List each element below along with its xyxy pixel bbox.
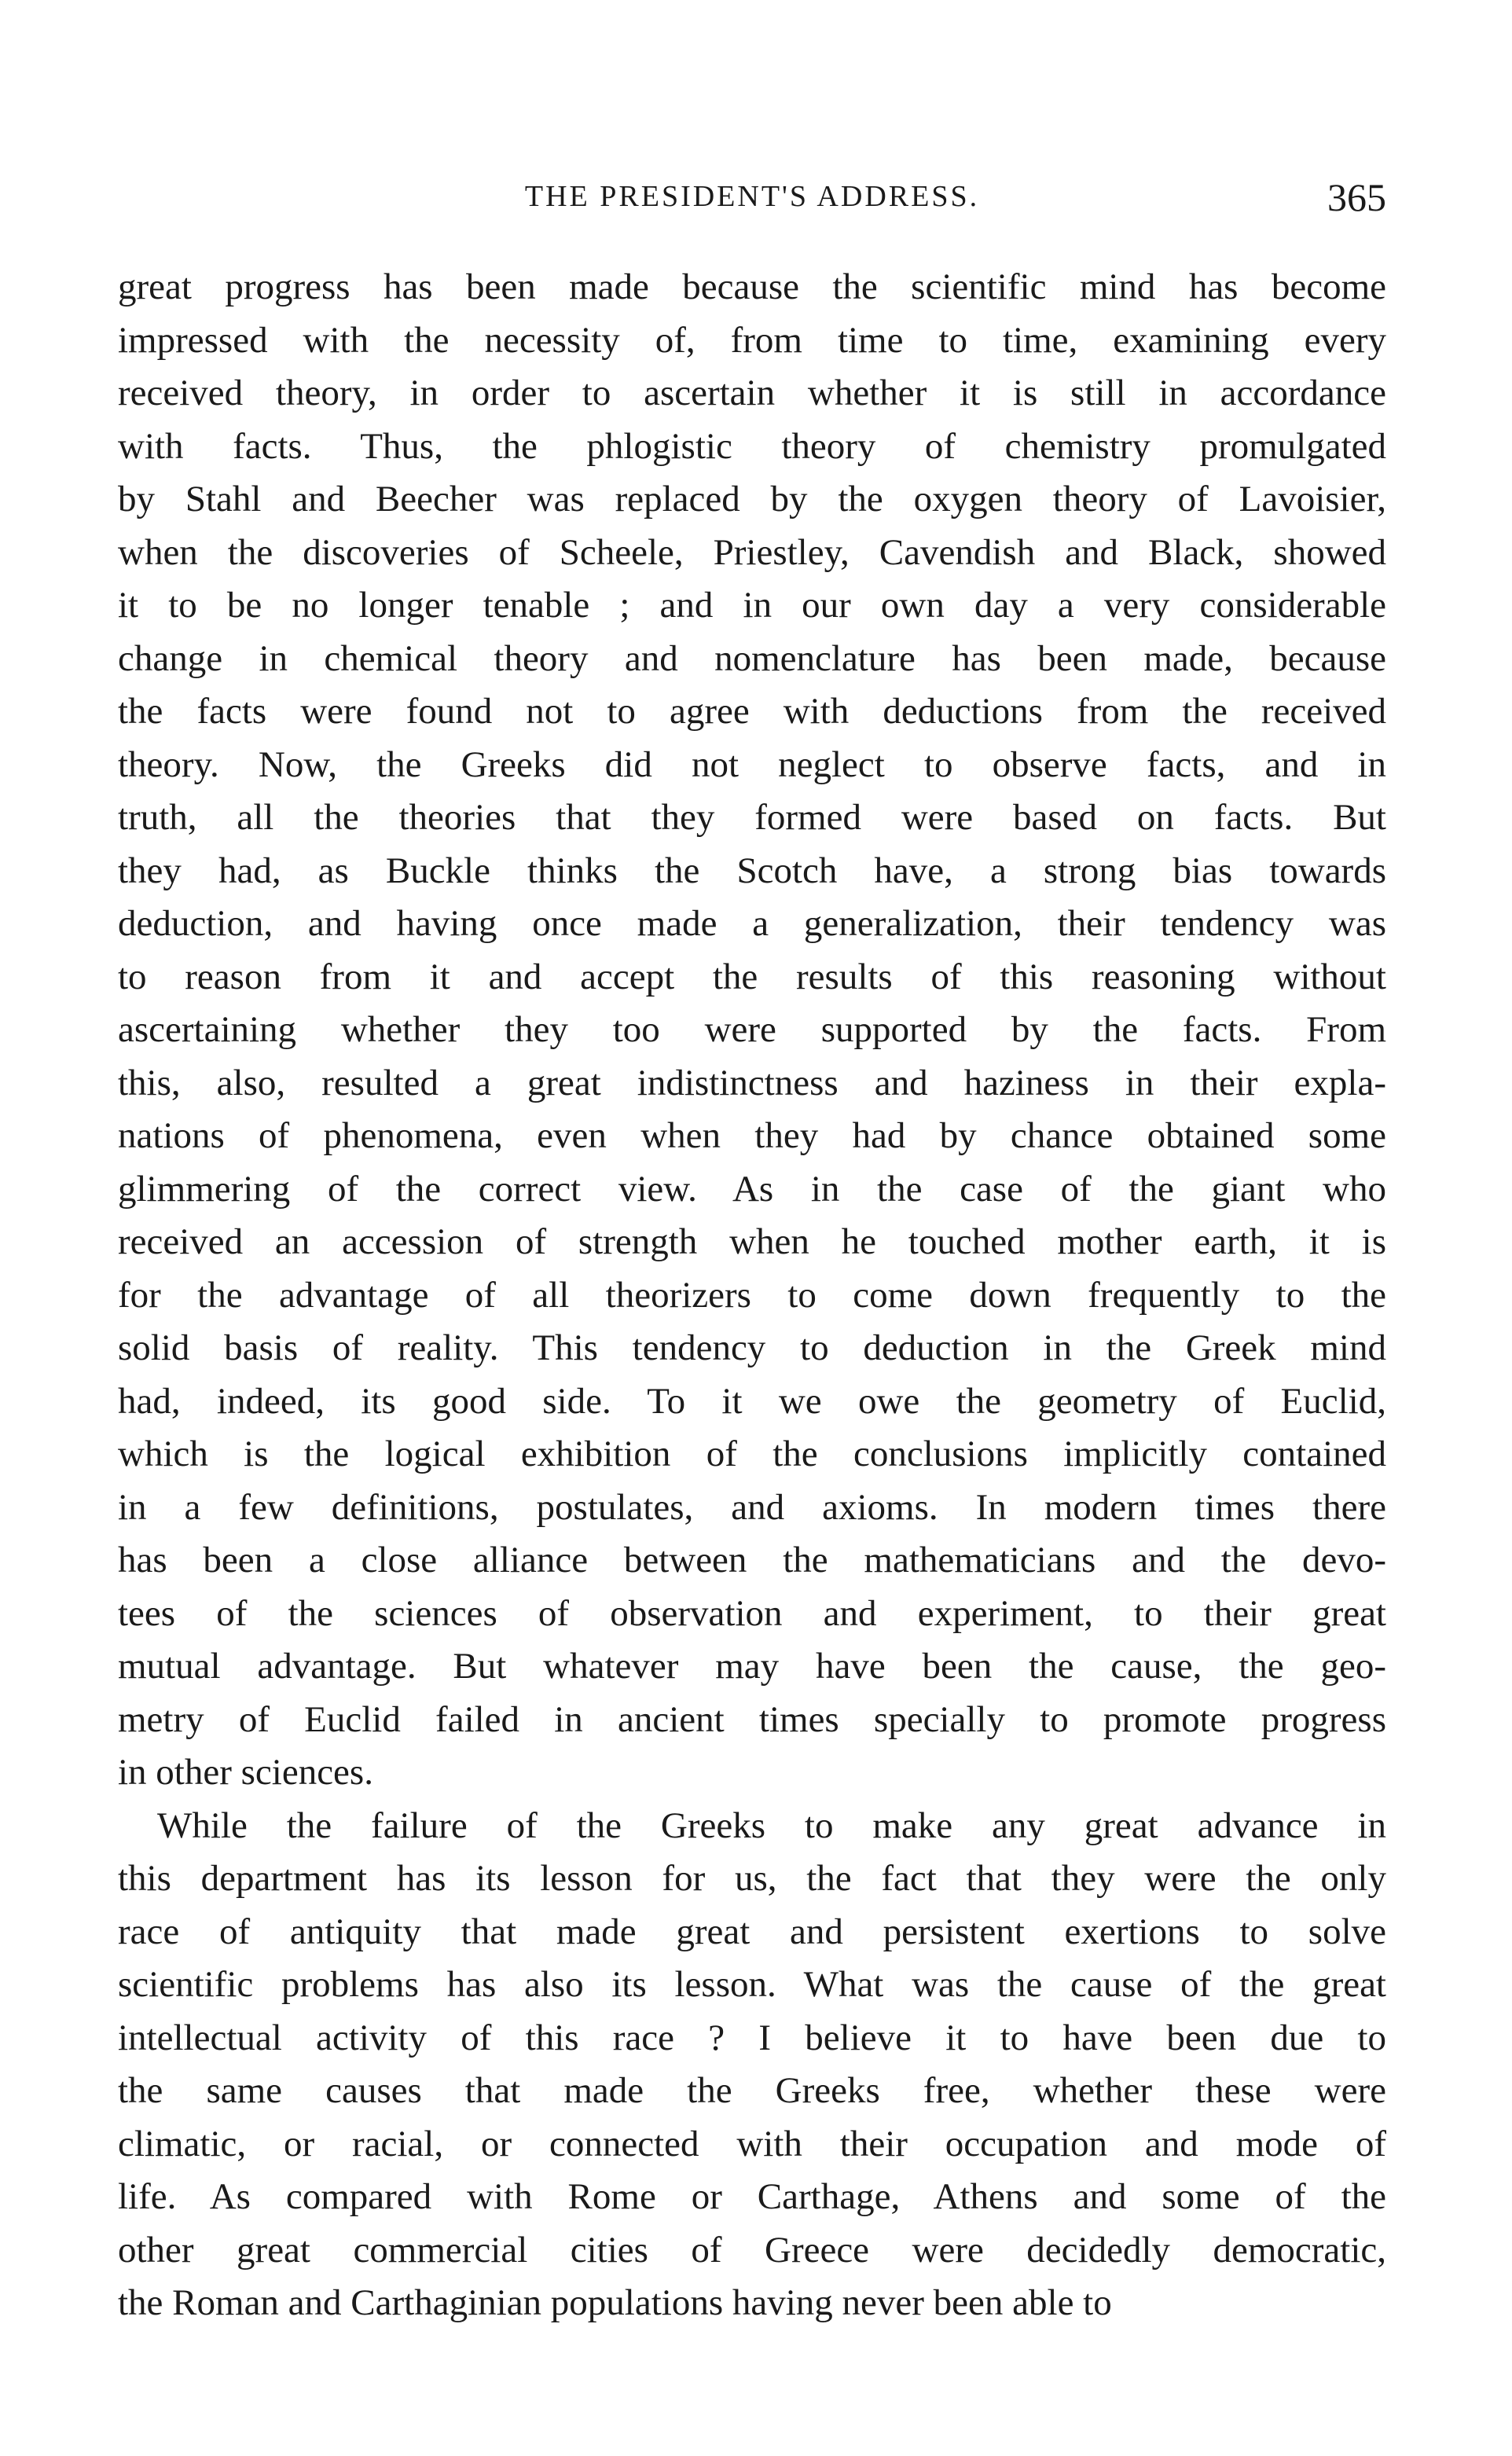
body-text	[118, 261, 1386, 2330]
text-line: for the advantage of all theorizers to come down frequently to the	[118, 1274, 1386, 1316]
text-line: tees of the sciences of observation and experiment, to their great	[118, 1592, 1386, 1634]
text-line: in a few definitions, postulates, and axioms. In modern times there	[118, 1486, 1386, 1528]
text-line: has been a close alliance between the mathematicians and the devo-	[118, 1540, 1386, 1580]
text-line: in other sciences.	[118, 1752, 373, 1793]
text-line: this department has its lesson for us, the fact that they were the only	[118, 1858, 1386, 1899]
text-line: the facts were found not to agree with deductions from the received	[118, 691, 1386, 732]
text-line: they had, as Buckle thinks the Scotch have, a strong bias towards	[118, 850, 1386, 891]
page-number: 365	[1327, 175, 1386, 219]
text-line: glimmering of the correct view. As in the case of the giant who	[118, 1168, 1386, 1210]
text-line: impressed with the necessity of, from time to time, examining every	[118, 319, 1386, 361]
text-line: to reason from it and accept the results of this reasoning without	[118, 956, 1386, 997]
running-head	[118, 175, 1386, 234]
text-line: life. As compared with Rome or Carthage, Athens and some of the	[118, 2176, 1386, 2217]
text-line: scientific problems has also its lesson. What was the cause of the great	[118, 1964, 1386, 2005]
text-line: it to be no longer tenable ; and in our own day a very considerable	[118, 585, 1386, 626]
running-title: THE PRESIDENT'S ADDRESS.	[524, 180, 980, 213]
text-line: with facts. Thus, the phlogistic theory of chemistry promulgated	[118, 425, 1386, 467]
text-line: received an accession of strength when he touched mother earth, it is	[118, 1221, 1386, 1262]
text-line: truth, all the theories that they formed were based on facts. But	[118, 797, 1386, 838]
text-line: nations of phenomena, even when they had by chance obtained some	[118, 1115, 1386, 1156]
text-line: great progress has been made because the scientific mind has become	[118, 266, 1386, 307]
paragraph	[118, 1800, 1386, 2330]
text-line: when the discoveries of Scheele, Priestley, Cavendish and Black, showed	[118, 531, 1386, 573]
text-line: intellectual activity of this race ? I believe it to have been due to	[118, 2017, 1386, 2058]
text-line: the Roman and Carthaginian populations having never been able to	[118, 2282, 1112, 2323]
text-line: had, indeed, its good side. To it we owe the geometry of Euclid,	[118, 1380, 1386, 1422]
text-line: by Stahl and Beecher was replaced by the oxygen theory of Lavoisier,	[118, 479, 1386, 519]
text-line: solid basis of reality. This tendency to deduction in the Greek mind	[118, 1327, 1386, 1368]
text-line: climatic, or racial, or connected with their occupation and mode of	[118, 2123, 1386, 2164]
text-line: the same causes that made the Greeks free, whether these were	[118, 2070, 1386, 2111]
text-line: this, also, resulted a great indistinctness and haziness in their expla-	[118, 1062, 1386, 1103]
text-line: While the failure of the Greeks to make any great advance in	[157, 1804, 1386, 1846]
text-line: metry of Euclid failed in ancient times specially to promote progress	[118, 1698, 1386, 1740]
paragraph	[118, 261, 1386, 1800]
text-line: which is the logical exhibition of the conclusions implicitly contained	[118, 1434, 1386, 1474]
text-line: race of antiquity that made great and persistent exertions to solve	[118, 1911, 1386, 1952]
text-line: deduction, and having once made a generalization, their tendency was	[118, 903, 1386, 944]
text-line: theory. Now, the Greeks did not neglect to observe facts, and in	[118, 743, 1386, 785]
text-line: change in chemical theory and nomenclature has been made, because	[118, 637, 1386, 679]
text-line: other great commercial cities of Greece were decidedly democratic,	[118, 2229, 1386, 2271]
text-line: mutual advantage. But whatever may have been the cause, the geo-	[118, 1646, 1386, 1687]
text-line: ascertaining whether they too were supported by the facts. From	[118, 1009, 1386, 1050]
text-line: received theory, in order to ascertain whether it is still in accordance	[118, 373, 1386, 413]
